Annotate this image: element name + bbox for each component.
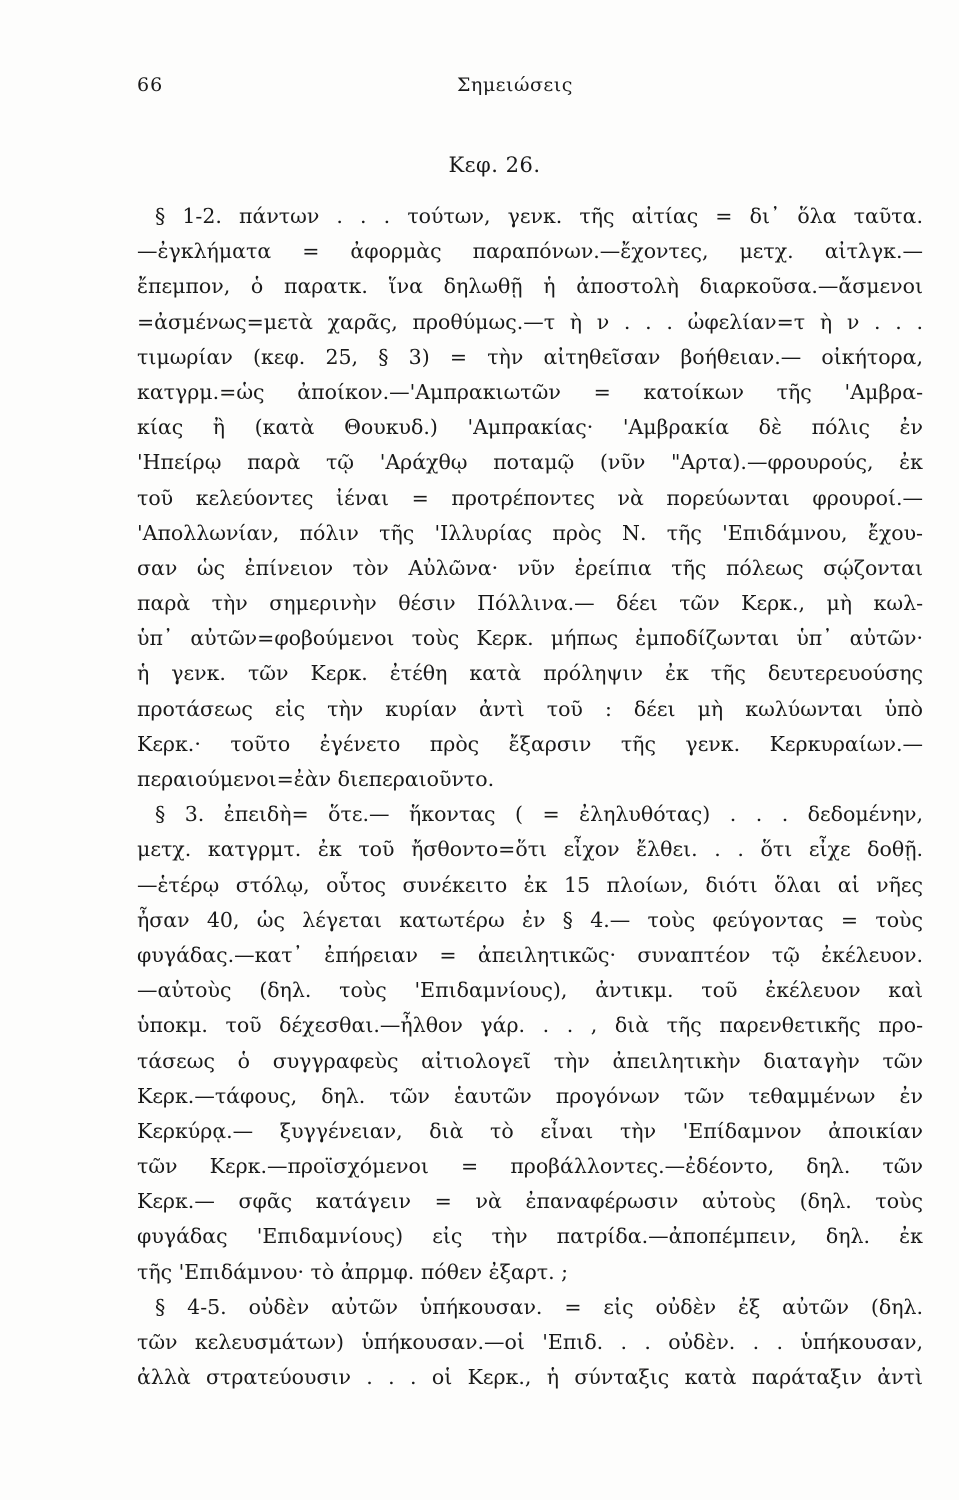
page-header [137, 74, 925, 104]
text-line: μετχ. κατγρμτ. ἐκ τοῦ ἤσθοντο=ὅτι εἶχον ἔλθει. . . ὅτι εἶχε δοθῇ. [137, 837, 923, 862]
page-number: 66 [137, 74, 164, 96]
text-line: φυγάδας 'Επιδαμνίους) εἰς τὴν πατρίδα.—ἀποπέμπειν, δηλ. ἐκ [137, 1224, 923, 1249]
text-line: =ἀσμένως=μετὰ χαρᾶς, προθύμως.—τ ὴ ν . . . ὠφελίαν=τ ὴ ν . . . [137, 309, 923, 334]
text-line: τάσεως ὁ συγγραφεὺς αἰτιολογεῖ τὴν ἀπειλητικὴν διαταγὴν τῶν [137, 1048, 923, 1073]
running-title: Σημειώσεις [457, 74, 573, 96]
text-line: περαιούμενοι=ἐὰν διεπεραιοῦντο. [137, 767, 495, 791]
text-line: § 3. ἐπειδὴ= ὅτε.— ἥκοντας ( = ἐληλυθότας) . . . δεδομένην, [155, 802, 923, 827]
text-line: κίας ἢ (κατὰ Θουκυδ.) 'Αμπρακίας· 'Αμβρακία δὲ πόλις ἐν [137, 415, 923, 440]
text-line: προτάσεως εἰς τὴν κυρίαν ἀντὶ τοῦ : δέει μὴ κωλύωνται ὑπὸ [137, 696, 923, 721]
text-line: 'Απολλωνίαν, πόλιν τῆς 'Ιλλυρίας πρὸς Ν. τῆς 'Επιδάμνου, ἔχου- [137, 520, 923, 545]
text-line: τῶν Κερκ.—προϊσχόμενοι = προβάλλοντες.—ἐδέοντο, δηλ. τῶν [137, 1154, 923, 1179]
text-line: —ἐγκλήματα = ἀφορμὰς παραπόνων.—ἔχοντες, μετχ. αἰτλγκ.— [137, 239, 923, 264]
text-line: ὑπ᾽ αὐτῶν=φοβούμενοι τοὺς Κερκ. μήπως ἐμποδίζωνται ὑπ᾽ αὐτῶν· [137, 626, 923, 651]
text-line: παρὰ τὴν σημερινὴν θέσιν Πόλλινα.— δέει τῶν Κερκ., μὴ κωλ- [137, 591, 923, 616]
text-line: Κερκ.— σφᾶς κατάγειν = νὰ ἐπαναφέρωσιν αὐτοὺς (δηλ. τοὺς [137, 1189, 923, 1214]
text-line: —αὐτοὺς (δηλ. τοὺς 'Επιδαμνίους), ἀντικμ. τοῦ ἐκέλευον καὶ [137, 978, 923, 1003]
text-line: § 4-5. οὐδὲν αὐτῶν ὑπήκουσαν. = εἰς οὐδὲν ἐξ αὐτῶν (δηλ. [155, 1294, 923, 1319]
text-line: ἦσαν 40, ὡς λέγεται κατωτέρω ἐν § 4.— τοὺς φεύγοντας = τοὺς [137, 907, 923, 932]
text-line: 'Ηπείρῳ παρὰ τῷ 'Αράχθῳ ποταμῷ (νῦν "Αρτα).—φρουρούς, ἐκ [137, 450, 923, 475]
text-line: τῶν κελευσμάτων) ὑπήκουσαν.—οἱ 'Επιδ. . . οὐδὲν. . . ὑπήκουσαν, [137, 1330, 923, 1354]
text-line: τιμωρίαν (κεφ. 25, § 3) = τὴν αἰτηθεῖσαν βοήθειαν.— οἰκήτορα, [137, 344, 923, 369]
text-line: φυγάδας.—κατ᾽ ἐπήρειαν = ἀπειλητικῶς· συναπτέον τῷ ἐκέλευον. [137, 942, 923, 967]
text-line: ἡ γενκ. τῶν Κερκ. ἐτέθη κατὰ πρόληψιν ἐκ τῆς δευτερευούσης [137, 661, 923, 686]
text-line: —ἑτέρῳ στόλῳ, οὗτος συνέκειτο ἐκ 15 πλοίων, διότι ὅλαι αἱ νῆες [137, 872, 923, 897]
text-line: Κερκύρᾳ.— ξυγγένειαν, διὰ τὸ εἶναι τὴν 'Επίδαμνον ἀποικίαν [137, 1118, 923, 1143]
text-line: κατγρμ.=ὡς ἀποίκον.—'Αμπρακιωτῶν = κατοίκων τῆς 'Αμβρα- [137, 379, 923, 404]
text-line: σαν ὡς ἐπίνειον τὸν Αὐλῶνα· νῦν ἐρείπια τῆς πόλεως σῴζονται [137, 555, 923, 580]
text-line: § 1-2. πάντων . . . τούτων, γενκ. τῆς αἰτίας = δι᾽ ὅλα ταῦτα. [155, 204, 923, 228]
chapter-heading: Κεφ. 26. [448, 153, 541, 177]
text-line: ὑποκμ. τοῦ δέχεσθαι.—ἦλθον γάρ. . . , διὰ τῆς παρενθετικῆς προ- [137, 1013, 923, 1038]
text-line: Κερκ.—τάφους, δηλ. τῶν ἑαυτῶν προγόνων τῶν τεθαμμένων ἐν [137, 1083, 923, 1108]
text-line: ἀλλὰ στρατεύουσιν . . . οἱ Κερκ., ἡ σύνταξις κατὰ παράταξιν ἀντὶ [137, 1365, 923, 1390]
notes-body [137, 199, 923, 1395]
text-line: τοῦ κελεύοντες ἰέναι = προτρέποντες νὰ πορεύωνται φρουροί.— [137, 485, 923, 510]
text-line: ἔπεμπον, ὁ παρατκ. ἵνα δηλωθῇ ἡ ἀποστολὴ διαρκοῦσα.—ἄσμενοι [137, 274, 923, 299]
text-line: Κερκ.· τοῦτο ἐγένετο πρὸς ἔξαρσιν τῆς γενκ. Κερκυραίων.— [137, 731, 923, 756]
text-line: τῆς 'Επιδάμνου· τὸ ἀπρμφ. πόθεν ἐξαρτ. ; [137, 1259, 569, 1284]
